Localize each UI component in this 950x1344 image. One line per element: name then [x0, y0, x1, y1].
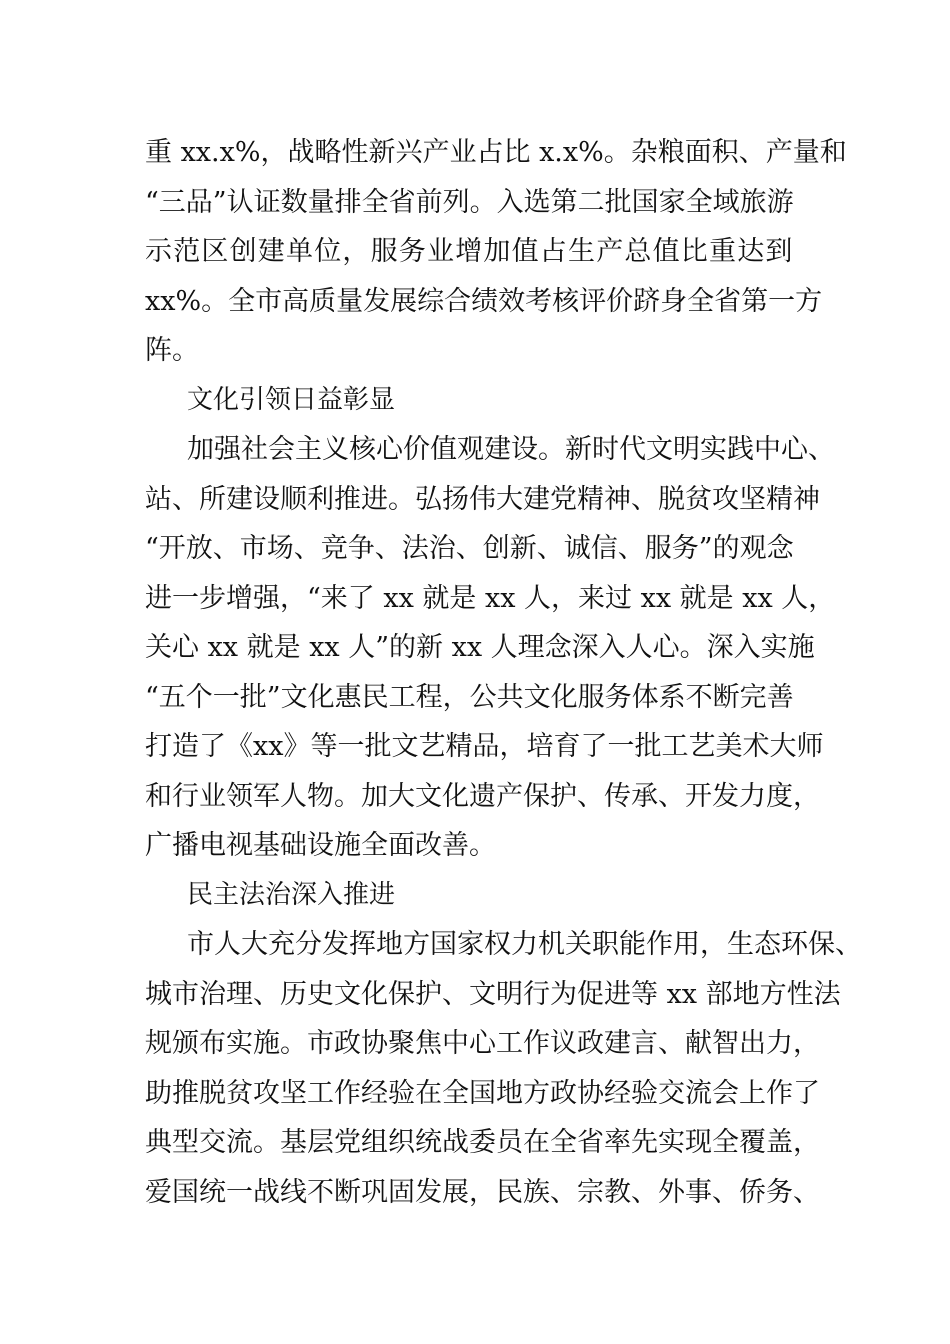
paragraph-line: 阵。	[145, 335, 199, 366]
paragraph-line: “三品”认证数量排全省前列。入选第二批国家全域旅游	[145, 186, 794, 218]
paragraph-line: 市人大充分发挥地方国家权力机关职能作用，生态环保、	[187, 929, 862, 960]
paragraph-line: 规颁布实施。市政协聚焦中心工作议政建言、献智出力，	[145, 1028, 820, 1059]
paragraph-line: 爱国统一战线不断巩固发展，民族、宗教、外事、侨务、	[145, 1176, 820, 1208]
paragraph-line: “五个一批”文化惠民工程，公共文化服务体系不断完善	[145, 681, 794, 713]
paragraph-line: 和行业领军人物。加大文化遗产保护、传承、开发力度，	[145, 780, 820, 812]
paragraph-line: 典型交流。基层党组织统战委员在全省率先实现全覆盖，	[145, 1127, 820, 1158]
paragraph-line: 重 xx.x%，战略性新兴产业占比 x.x%。杂粮面积、产量和	[145, 137, 847, 168]
section-heading-culture: 文化引领日益彰显	[187, 384, 396, 415]
paragraph-line: 城市治理、历史文化保护、文明行为促进等 xx 部地方性法	[145, 978, 841, 1010]
paragraph-line: 助推脱贫攻坚工作经验在全国地方政协经验交流会上作了	[145, 1077, 820, 1109]
paragraph-line: 进一步增强，“来了 xx 就是 xx 人，来过 xx 就是 xx 人，	[145, 582, 836, 614]
paragraph-line: xx%。全市高质量发展综合绩效考核评价跻身全省第一方	[145, 285, 823, 317]
paragraph-line: 关心 xx 就是 xx 人”的新 xx 人理念深入人心。深入实施	[145, 632, 815, 663]
document-body	[145, 128, 862, 1217]
paragraph-line: 示范区创建单位，服务业增加值占生产总值比重达到	[145, 236, 794, 267]
paragraph-line: 加强社会主义核心价值观建设。新时代文明实践中心、	[187, 434, 835, 465]
paragraph-line: 广播电视基础设施全面改善。	[145, 830, 496, 861]
section-heading-democracy: 民主法治深入推进	[187, 879, 396, 910]
paragraph-line: 站、所建设顺利推进。弘扬伟大建党精神、脱贫攻坚精神	[145, 483, 820, 515]
paragraph-line: “开放、市场、竞争、法治、创新、诚信、服务”的观念	[145, 533, 794, 564]
paragraph-line: 打造了《xx》等一批文艺精品，培育了一批工艺美术大师	[145, 731, 824, 762]
